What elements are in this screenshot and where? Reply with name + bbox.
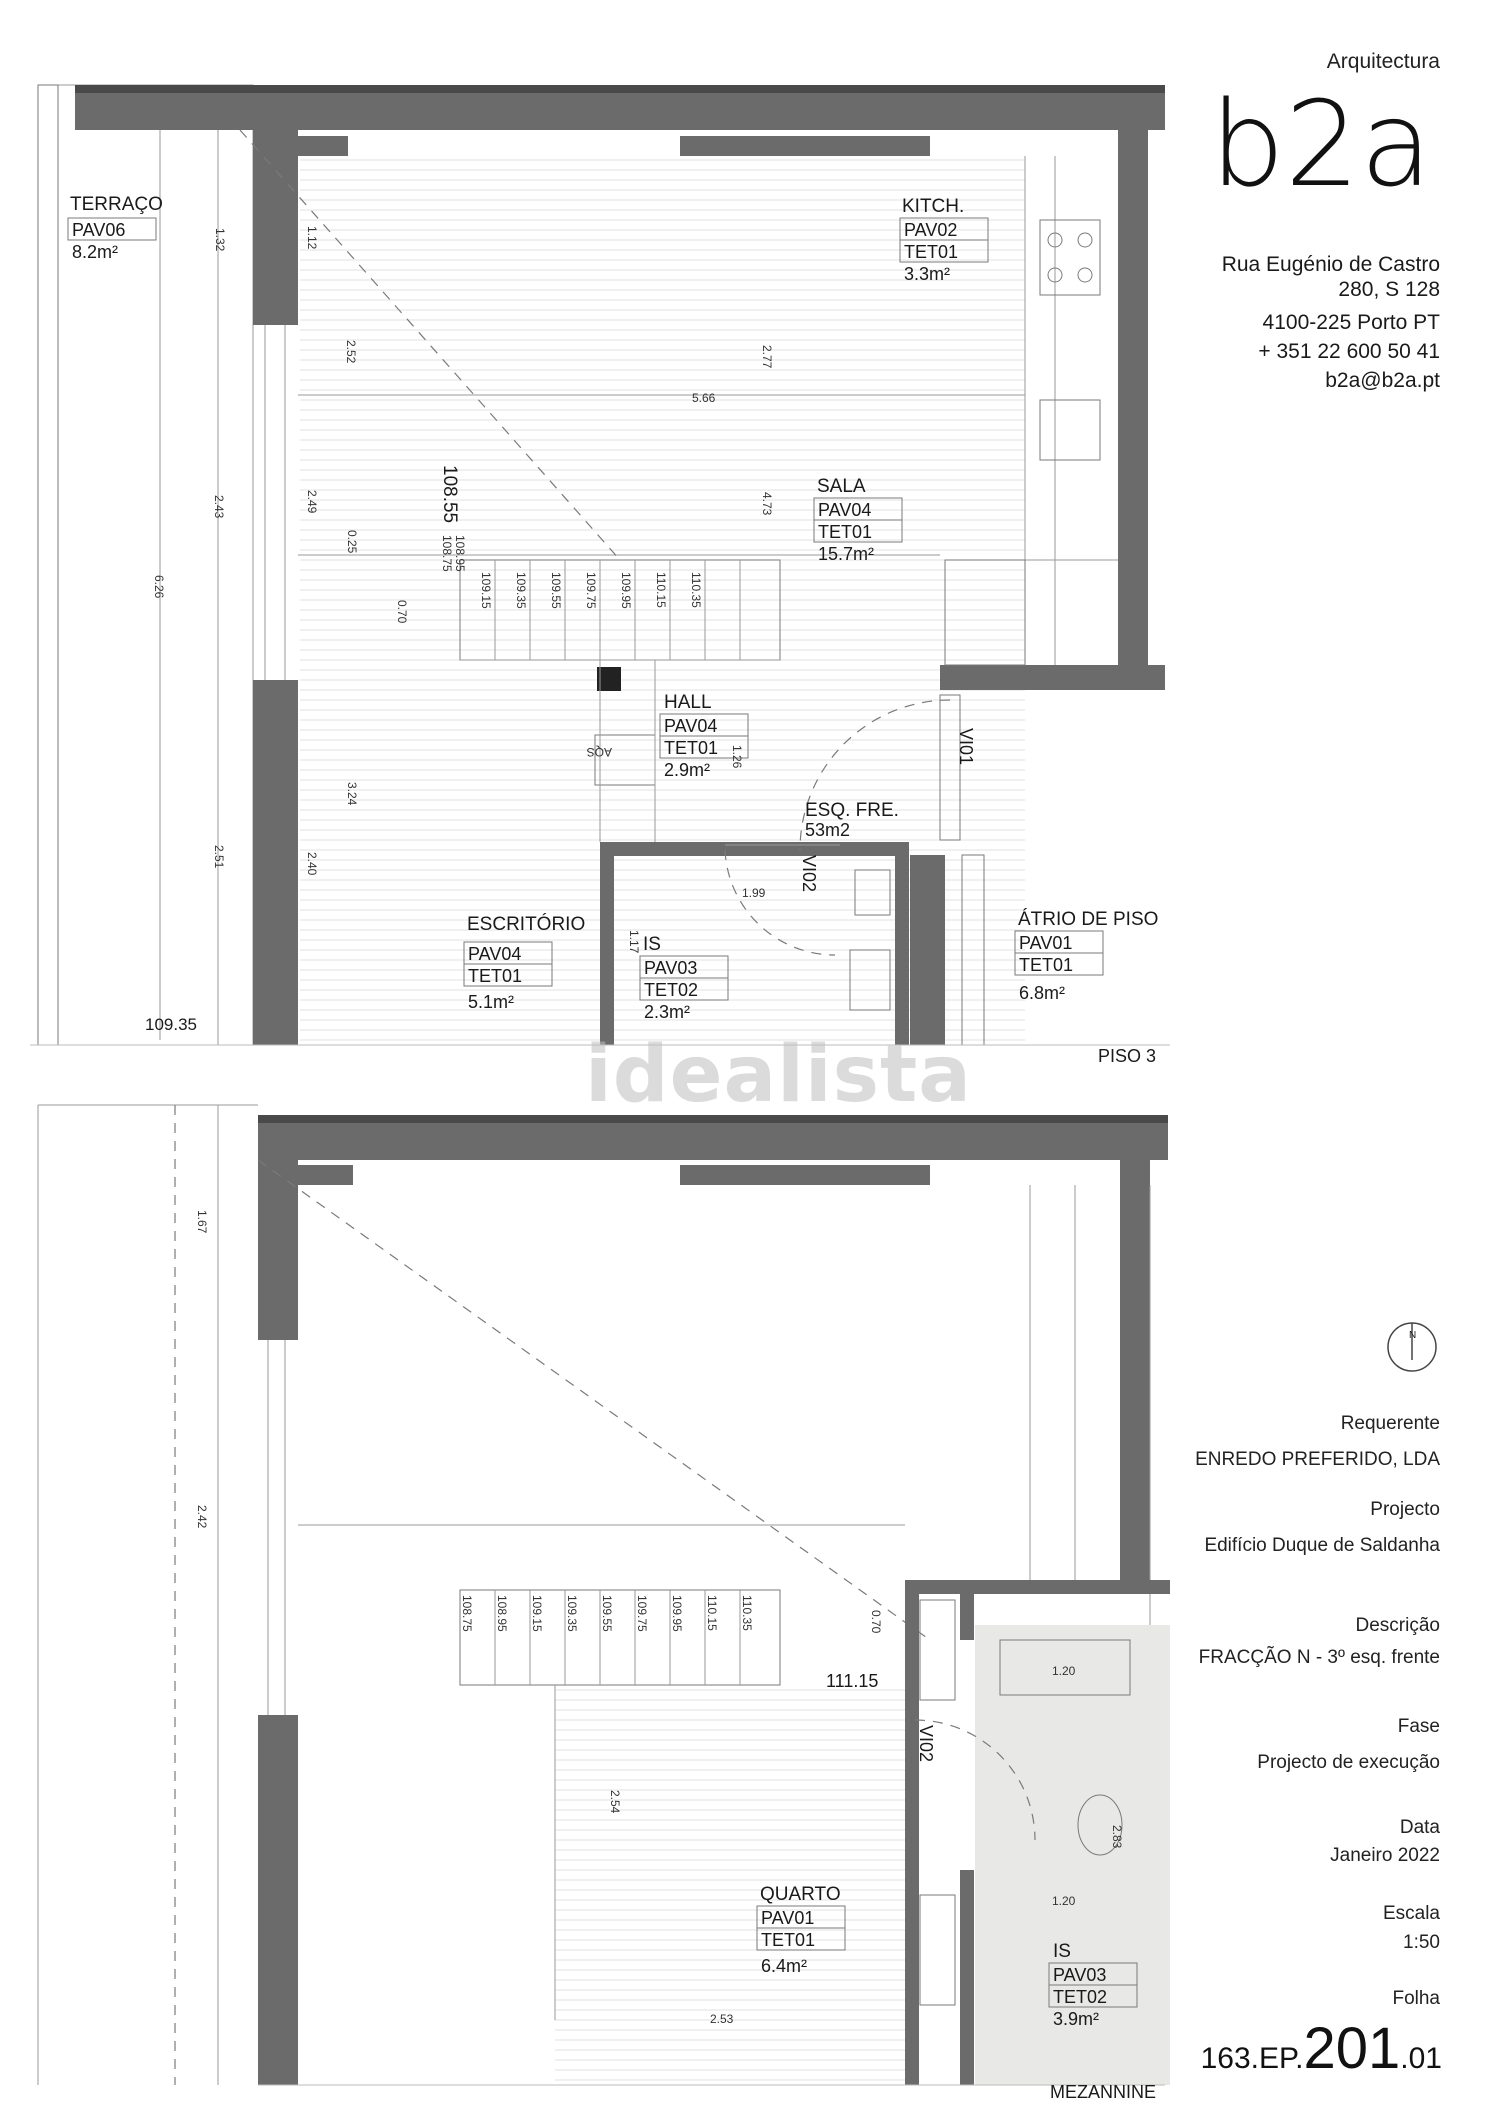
sheet-number — [1201, 2015, 1442, 2082]
north-arrow-icon — [1388, 1323, 1436, 1371]
room-name-is-top: IS — [643, 934, 661, 955]
stair-level: 110.15 — [705, 1595, 719, 1631]
level-mezannine: 111.15 — [826, 1671, 879, 1691]
dim-label: 2.54 — [608, 1790, 622, 1814]
stair-level: 108.95 — [495, 1595, 509, 1632]
address-line-1: Rua Eugénio de Castro — [1221, 253, 1440, 276]
dim-label: 0.25 — [345, 530, 359, 554]
dim-label: 2.53 — [710, 2012, 734, 2026]
dim-label: 6.26 — [152, 575, 166, 599]
room-name-escritorio: ESCRITÓRIO — [467, 914, 586, 935]
stair-level: 108.75 — [440, 535, 454, 572]
descricao-label: Descrição — [1355, 1615, 1440, 1636]
dim-label: 1.12 — [305, 226, 319, 250]
floor-plan-piso-3 — [30, 85, 1170, 1045]
room-code-kitchen-tet: TET01 — [904, 242, 959, 262]
aqs-label: AQS — [586, 745, 612, 759]
level-terrace: 109.35 — [145, 1015, 197, 1034]
dim-label: 1.20 — [1052, 1894, 1076, 1908]
descricao-value: FRACÇÃO N - 3º esq. frente — [1198, 1647, 1440, 1668]
dim-label: 3.24 — [345, 782, 359, 806]
room-code-is-top-pav: PAV03 — [644, 958, 698, 978]
dim-label: 1.26 — [730, 745, 744, 769]
dim-label: 2.43 — [212, 495, 226, 519]
phone-number: + 351 22 600 50 41 — [1258, 340, 1440, 363]
dim-label: 1.67 — [195, 1210, 209, 1234]
contact-block — [1258, 308, 1440, 395]
requerente-value: ENREDO PREFERIDO, LDA — [1195, 1449, 1440, 1470]
level-main: 108.55 — [439, 465, 460, 524]
data-value: Janeiro 2022 — [1330, 1845, 1440, 1866]
address-line-2: 280, S 128 — [1338, 278, 1440, 301]
svg-text:b2a: b2a — [1210, 75, 1433, 213]
stair-level: 110.35 — [740, 1595, 754, 1631]
dim-label: 2.42 — [195, 1505, 209, 1529]
fase-value: Projecto de execução — [1257, 1752, 1440, 1773]
room-code-quarto-tet: TET01 — [761, 1930, 816, 1950]
room-code-hall-tet: TET01 — [664, 738, 719, 758]
room-area-escritorio: 5.1m² — [468, 992, 515, 1012]
room-area-sala: 15.7m² — [818, 544, 875, 564]
room-name-sala: SALA — [817, 476, 866, 497]
stair-level: 108.95 — [453, 535, 467, 572]
sheet-number-main: 201 — [1303, 2016, 1401, 2081]
escala-value: 1:50 — [1403, 1932, 1440, 1953]
room-area-is-top: 2.3m² — [644, 1002, 691, 1022]
room-code-kitchen-pav: PAV02 — [904, 220, 958, 240]
fase-label: Fase — [1397, 1716, 1440, 1737]
room-code-atrio-tet: TET01 — [1019, 955, 1074, 975]
room-area-esq-fre: 53m2 — [805, 820, 851, 840]
room-code-is-bottom-tet: TET02 — [1053, 1987, 1108, 2007]
room-area-is-bottom: 3.9m² — [1053, 2009, 1100, 2029]
room-code-escritorio-tet: TET01 — [468, 966, 523, 986]
door-label-vi02-top: VI02 — [799, 855, 819, 893]
data-label: Data — [1399, 1817, 1440, 1838]
room-code-hall-pav: PAV04 — [664, 716, 718, 736]
firm-label: Arquitectura — [1326, 50, 1440, 73]
dim-label: 0.70 — [869, 1610, 883, 1634]
room-area-hall: 2.9m² — [664, 760, 711, 780]
room-area-kitchen: 3.3m² — [904, 264, 951, 284]
folha-label: Folha — [1392, 1988, 1440, 2009]
floor-label-piso-3: PISO 3 — [1098, 1046, 1157, 1066]
room-area-quarto: 6.4m² — [761, 1956, 808, 1976]
stair-level: 110.35 — [689, 572, 703, 608]
room-name-kitchen: KITCH. — [902, 196, 965, 217]
room-code-atrio-pav: PAV01 — [1019, 933, 1073, 953]
room-code-sala-pav: PAV04 — [818, 500, 872, 520]
dim-label: 4.73 — [760, 492, 774, 516]
dim-label: 2.51 — [212, 845, 226, 869]
b2a-logo — [1210, 75, 1432, 213]
address-line-3: 4100-225 Porto PT — [1262, 311, 1440, 334]
room-area-atrio: 6.8m² — [1019, 983, 1066, 1003]
stair-level: 109.35 — [514, 572, 528, 609]
address-block — [1222, 252, 1440, 302]
stair-level: 109.95 — [670, 1595, 684, 1632]
room-name-quarto: QUARTO — [760, 1884, 841, 1905]
dim-label: 2.77 — [760, 345, 774, 369]
stair-level: 110.15 — [654, 572, 668, 608]
email-link[interactable]: b2a@b2a.pt — [1325, 369, 1440, 392]
room-name-atrio: ÁTRIO DE PISO — [1018, 909, 1159, 930]
stair-level: 109.75 — [584, 572, 598, 609]
watermark: idealista — [585, 1030, 972, 1120]
dim-label: 2.52 — [344, 340, 358, 364]
stair-level: 109.95 — [619, 572, 633, 609]
room-name-hall: HALL — [664, 692, 712, 713]
projecto-label: Projecto — [1370, 1499, 1440, 1520]
stair-level: 108.75 — [460, 1595, 474, 1632]
room-code-escritorio-pav: PAV04 — [468, 944, 522, 964]
stair-level: 109.15 — [479, 572, 493, 609]
room-name-terraco: TERRAÇO — [70, 194, 163, 215]
room-code-is-top-tet: TET02 — [644, 980, 699, 1000]
escala-label: Escala — [1382, 1903, 1440, 1924]
room-code-is-bottom-pav: PAV03 — [1053, 1965, 1107, 1985]
stair-level: 109.75 — [635, 1595, 649, 1632]
dim-label: 1.20 — [1052, 1664, 1076, 1678]
dim-label: 5.66 — [692, 391, 716, 405]
dim-label: 2.40 — [305, 852, 319, 876]
door-label-vi02-bottom: VI02 — [916, 1725, 936, 1763]
room-code-sala-tet: TET01 — [818, 522, 873, 542]
dim-label: 1.99 — [742, 886, 766, 900]
projecto-value: Edifício Duque de Saldanha — [1204, 1535, 1440, 1556]
stair-level: 109.55 — [549, 572, 563, 609]
requerente-label: Requerente — [1340, 1413, 1440, 1434]
dim-label: 2.83 — [1110, 1825, 1124, 1849]
door-label-vi01: VI01 — [956, 728, 976, 766]
floor-label-mezannine: MEZANNINE — [1050, 2082, 1157, 2102]
stair-level: 109.35 — [565, 1595, 579, 1632]
sheet-number-suffix: .01 — [1400, 2042, 1442, 2075]
north-label: N — [1409, 1330, 1417, 1341]
room-name-esq-fre: ESQ. FRE. — [805, 800, 899, 821]
sheet-number-prefix: 163.EP. — [1200, 2042, 1304, 2075]
stair-level: 109.15 — [530, 1595, 544, 1632]
dim-label: 1.32 — [213, 228, 227, 252]
dim-label: 1.17 — [627, 930, 641, 954]
dim-label: 2.49 — [305, 490, 319, 514]
room-area-terraco: 8.2m² — [72, 242, 119, 262]
stair-level: 109.55 — [600, 1595, 614, 1632]
dim-label: 0.70 — [395, 600, 409, 624]
room-code-terraco-pav: PAV06 — [72, 220, 126, 240]
room-code-quarto-pav: PAV01 — [761, 1908, 815, 1928]
room-name-is-bottom: IS — [1053, 1941, 1071, 1962]
